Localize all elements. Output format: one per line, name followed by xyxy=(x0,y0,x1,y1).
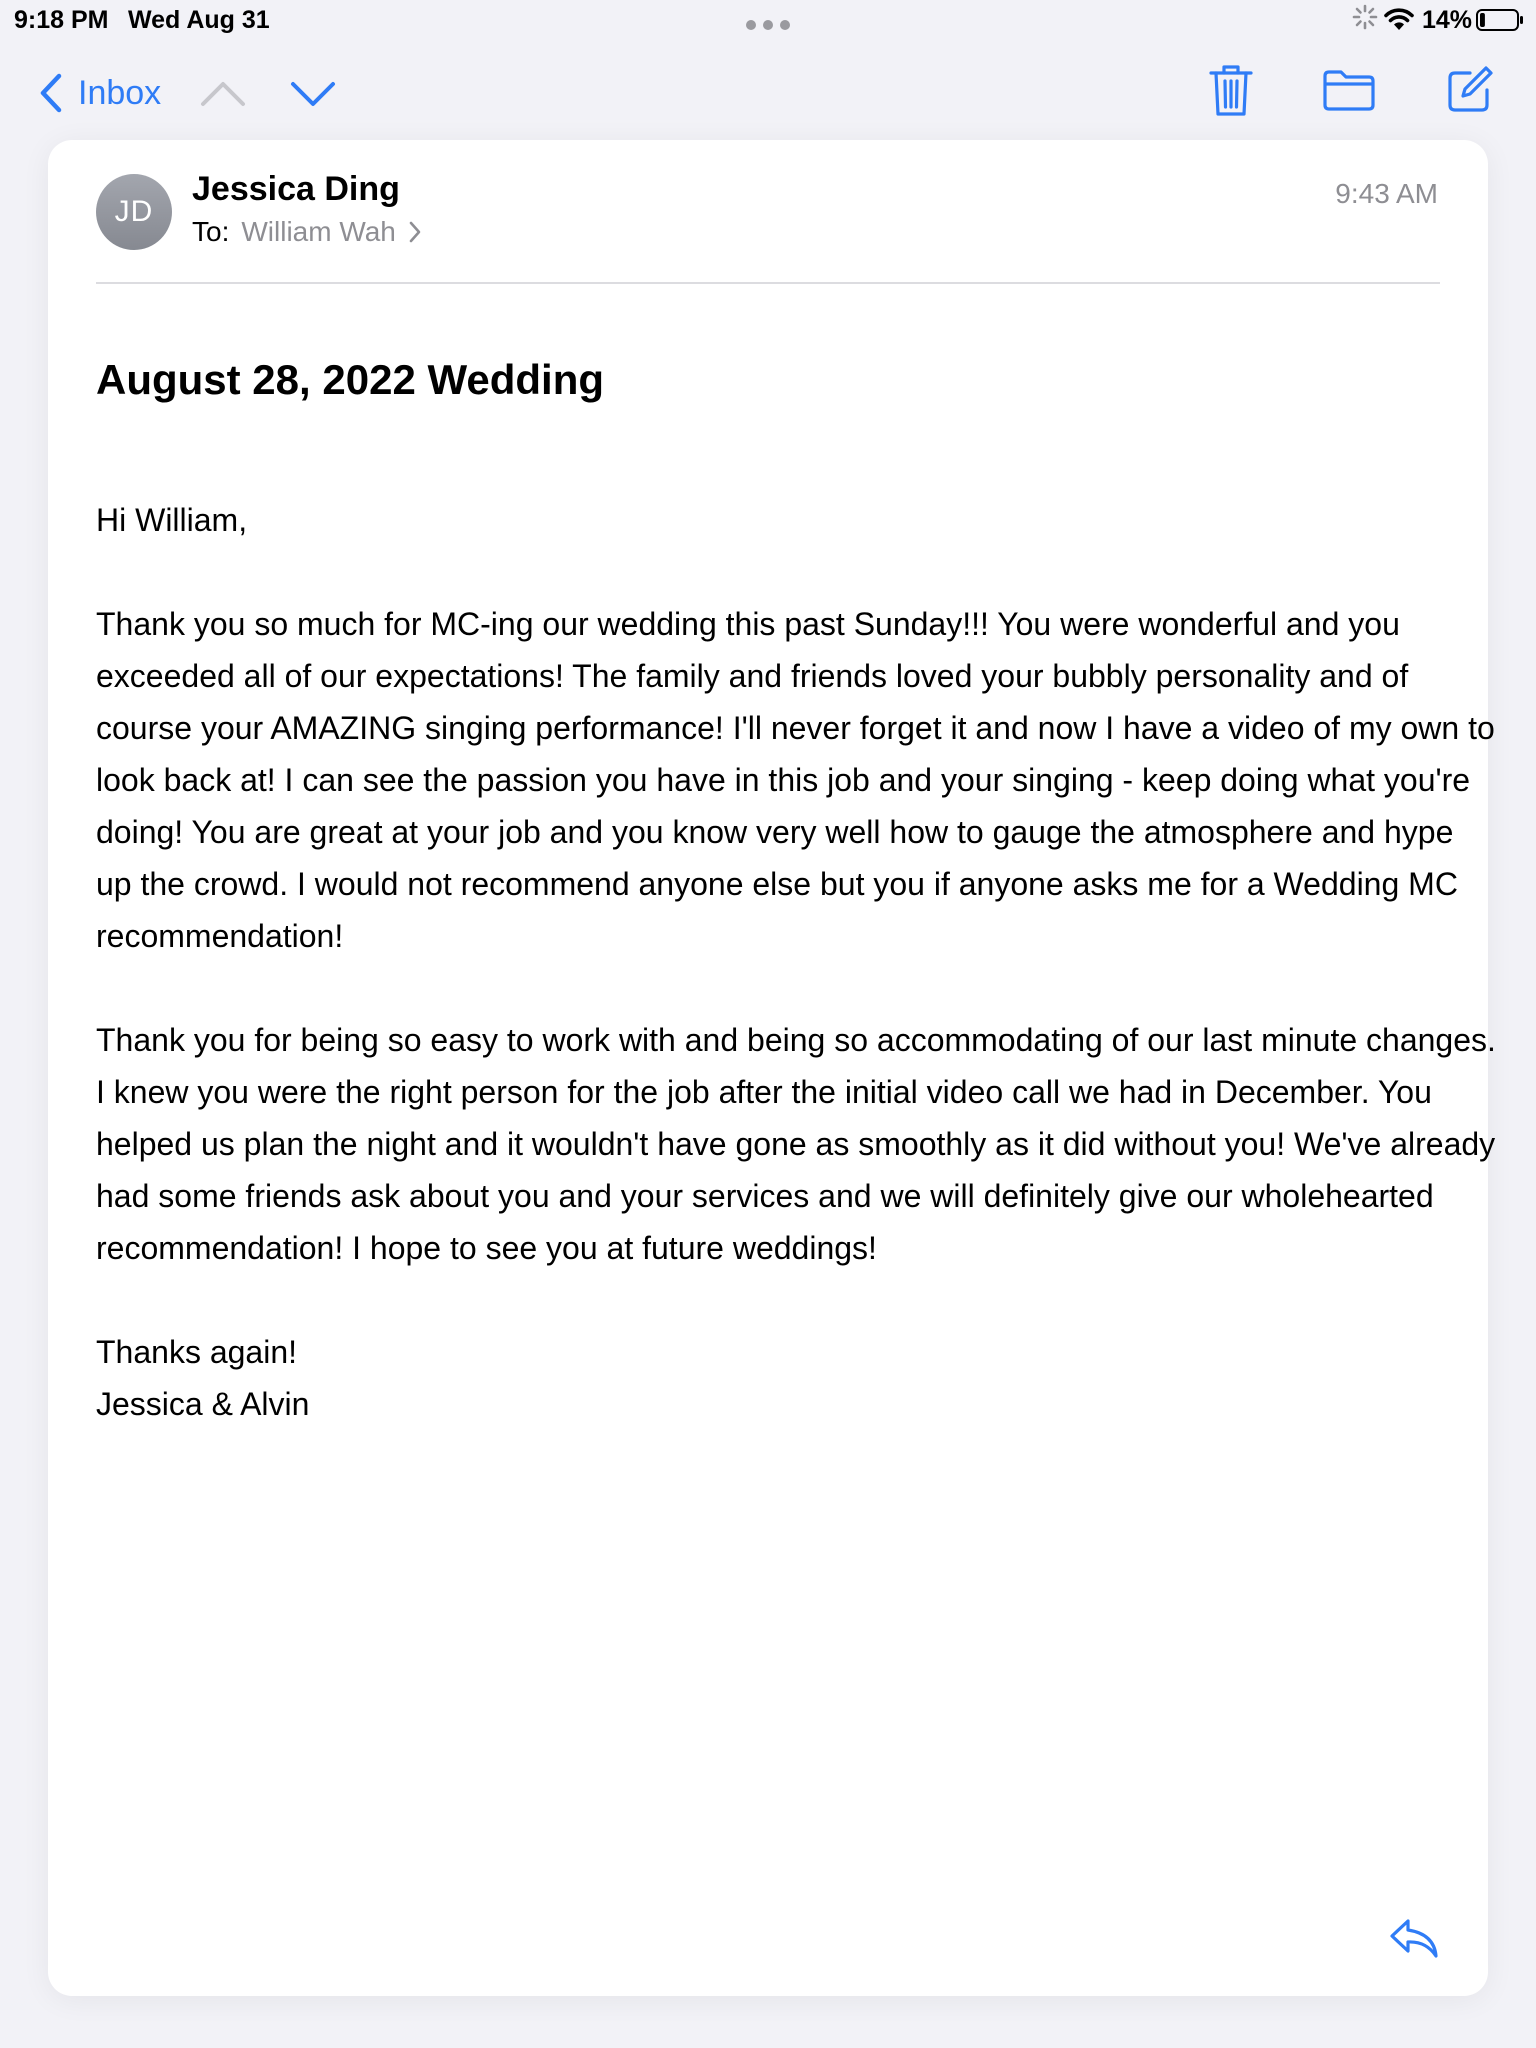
email-signature: Jessica & Alvin xyxy=(96,1386,310,1422)
inbox-back-button[interactable] xyxy=(38,70,161,116)
trash-icon[interactable] xyxy=(1208,62,1254,118)
reply-icon[interactable] xyxy=(1388,1916,1440,1960)
email-paragraph: Thank you so much for MC-ing our wedding this past Sunday!!! You were wonderful and you exceeded all of our expectations! The family and friends loved your bubbly personality and of course your AMAZING singing performance! I'll never forget it and now I have a video of my own to look back at! I can see the passion you have in this job and your singing - keep doing what you're doing! You are great at your job and you know very well how to gauge the atmosphere and hype up the crowd. I would not recommend anyone else but you if anyone asks me for a Wedding MC recommendation! xyxy=(96,606,1495,954)
status-bar xyxy=(0,0,1536,40)
chevron-left-icon xyxy=(38,73,64,113)
next-message-chevron-down-icon[interactable] xyxy=(288,74,338,114)
status-date: Wed Aug 31 xyxy=(128,6,270,34)
previous-message-chevron-up-icon[interactable] xyxy=(198,74,248,114)
recipient-row[interactable] xyxy=(192,216,422,248)
avatar[interactable]: JD xyxy=(96,174,172,250)
nav-bar xyxy=(0,40,1536,140)
battery-percent: 14% xyxy=(1421,6,1472,34)
battery-icon xyxy=(1476,9,1524,31)
inbox-back-label: Inbox xyxy=(78,73,162,112)
chevron-right-icon xyxy=(408,220,422,244)
email-greeting: Hi William, xyxy=(96,502,248,538)
compose-icon[interactable] xyxy=(1446,64,1494,114)
recipient-name[interactable]: William Wah xyxy=(241,216,396,247)
activity-spinner-icon xyxy=(1352,4,1378,30)
sender-name[interactable]: Jessica Ding xyxy=(192,170,400,208)
header-divider xyxy=(96,282,1440,284)
folder-icon[interactable] xyxy=(1322,68,1376,112)
email-time: 9:43 AM xyxy=(1335,178,1438,209)
email-closing: Thanks again! xyxy=(96,1334,298,1370)
status-time: 9:18 PM xyxy=(14,6,109,34)
email-card xyxy=(48,140,1496,1996)
wifi-icon xyxy=(1382,6,1416,32)
email-body xyxy=(96,494,1496,1430)
email-subject: August 28, 2022 Wedding xyxy=(96,356,604,403)
to-label: To: xyxy=(192,216,230,247)
email-paragraph: Thank you for being so easy to work with and being so accommodating of our last minute changes. I knew you were the right person for the job after the initial video call we had in December. You helped us plan the night and it wouldn't have gone as smoothly as it did without you! We've already had some friends ask about you and your services and we will definitely give our wholehearted recommendation! I hope to see you at future weddings! xyxy=(96,1022,1496,1266)
multitasking-dots-icon[interactable] xyxy=(746,20,790,30)
